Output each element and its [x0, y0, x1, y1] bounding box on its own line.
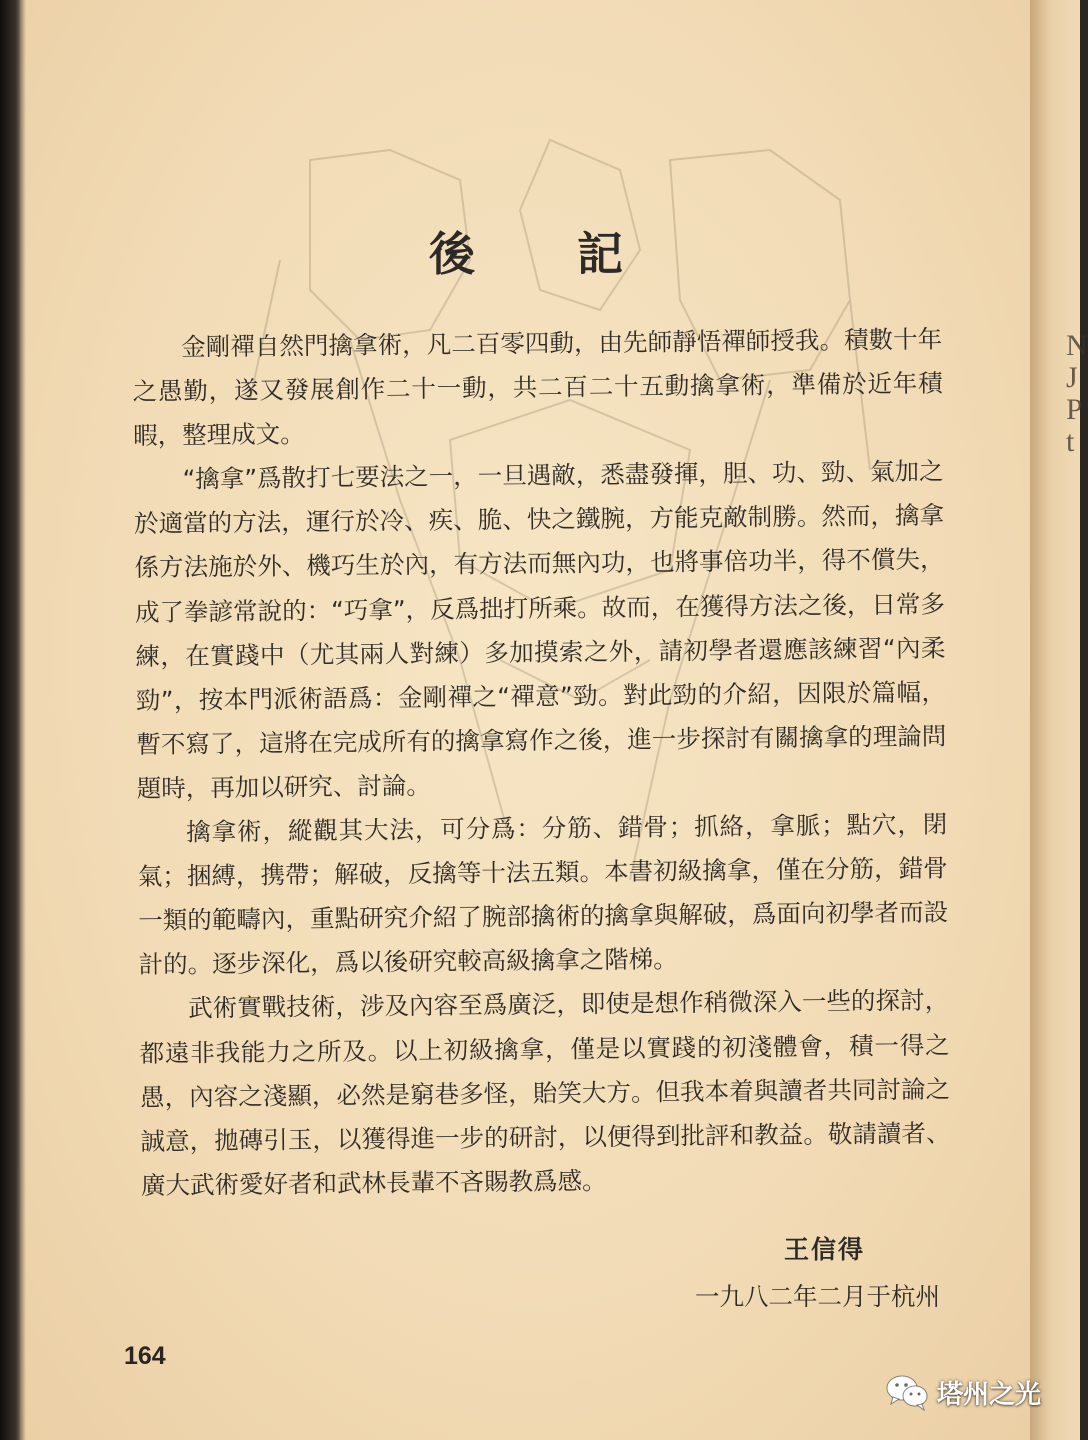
watermark — [885, 1370, 1041, 1414]
wechat-icon — [885, 1373, 929, 1411]
paragraph-4: 武術實戰技術，涉及內容至爲廣泛，即使是想作稍微深入一些的探討，都遠非我能力之所及。以上初級擒拿，僅是以實踐的初淺體會，積一得之愚，內容之淺顯，必然是窮巷多怪，貽笑大方。但我本着與讀者共同討論之誠意，拋磚引玉，以獲得進一步的研討，以便得到批評和教益。敬請讀者、廣大武術愛好者和武林長輩不吝賜教爲感。 — [139, 985, 951, 1200]
adjacent-page-edge — [1030, 0, 1080, 1440]
paragraph-2: “擒拿”爲散打七要法之一，一旦遇敵，悉盡發揮，胆、功、勁、氣加之於適當的方法，運行於冷、疾、脆、快之鐵腕，方能克敵制勝。然而，擒拿係方法施於外、機巧生於內，有方法而無內功，也將事倍功半，得不償失，成了拳諺常說的：“巧拿”，反爲拙打所乘。故而，在獲得方法之後，日常多練，在實踐中（尤其兩人對練）多加摸索之外，請初學者還應該練習“內柔勁”，按本門派術語爲：金剛禪之“禪意”勁。對此勁的介紹，因限於篇幅，暫不寫了，這將在完成所有的擒拿寫作之後，進一步探討有關擒拿的理論問題時，再加以研究、討論。 — [133, 456, 947, 803]
body-text — [132, 318, 951, 1208]
watermark-text: 塔州之光 — [937, 1379, 1042, 1410]
book-gutter-shadow — [0, 0, 26, 1440]
paragraph-3: 擒拿術，縱觀其大法，可分爲：分筋、錯骨；抓絡，拿脈；點穴，閉氣；捆縛，携帶；解破，反擒等十法五類。本書初級擒拿，僅在分筋，錯骨一類的範疇內，重點研究介紹了腕部擒術的擒拿與解破，爲面向初學者而設計的。逐步深化，爲以後研究較高級擒拿之階梯。 — [137, 809, 949, 980]
adjacent-page-text: N J P t — [1066, 329, 1088, 458]
paragraph-1: 金剛禪自然門擒拿術，凡二百零四動，由先師靜悟禪師授我。積數十年之愚勤，遂又發展創作二十一動，共二百二十五動擒拿術，準備於近年積暇，整理成文。 — [132, 324, 943, 451]
page-number: 164 — [124, 1342, 166, 1370]
author-signature: 王信得 — [783, 1235, 865, 1264]
date-place: 一九八二年二月于杭州 — [695, 1282, 940, 1311]
page-title: 後 記 — [429, 227, 651, 281]
